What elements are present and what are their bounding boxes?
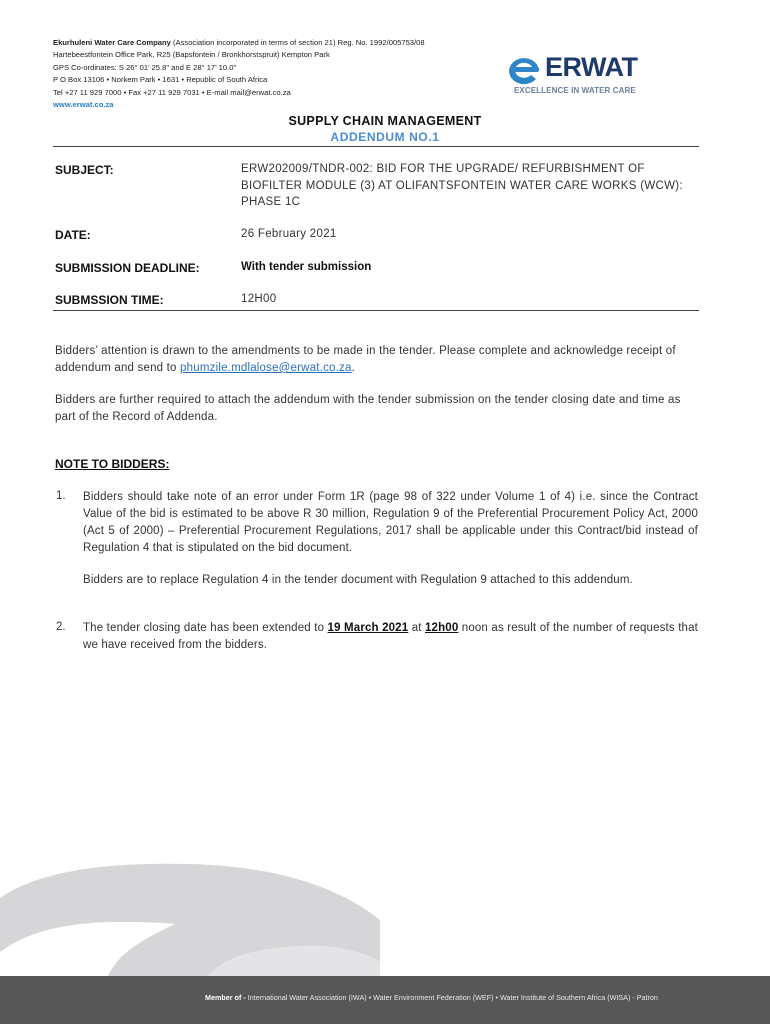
footer-member-label: Member of - — [205, 993, 246, 1002]
note-1-text: Bidders should take note of an error under Form 1R (page 98 of 322 under Volume 1 of 4) i.e. since the Contract Value of the bid is estimated to be above R 30 million, Regulation 9 of the Preferential Procurement Policy Act, 2000 (Act 5 of 2000) – Preferential Procurement Regulations, 2017 shall be applicable under this Contract/bid instead of Regulation 4 that is stipulated on the bid document. — [83, 491, 698, 554]
note-2-pre: The tender closing date has been extended to — [83, 622, 328, 634]
time-label: SUBMSSION TIME: — [55, 293, 164, 307]
contact-email-link[interactable]: phumzile.mdlalose@erwat.co.za — [180, 362, 352, 374]
top-divider — [53, 146, 699, 147]
attention-paragraph — [55, 343, 700, 377]
letterhead-details — [53, 37, 425, 111]
subject-value: ERW202009/TNDR-002: BID FOR THE UPGRADE/ REFURBISHMENT OF BIOFILTER MODULE (3) AT OLIFANTSFONTEIN WATER CARE WORKS (WCW): PHASE 1C — [241, 163, 683, 208]
footer-memberships — [205, 993, 658, 1002]
po-box-line: P O Box 13106 • Norkem Park • 1631 • Republic of South Africa — [53, 75, 268, 85]
note-2-number: 2. — [56, 621, 66, 633]
contact-line: Tel +27 11 929 7000 • Fax +27 11 929 7031 • E-mail mail@erwat.co.za — [53, 87, 291, 97]
closing-date: 19 March 2021 — [327, 622, 409, 634]
note-2-text — [83, 620, 698, 654]
notes-heading: NOTE TO BIDDERS: — [55, 457, 170, 471]
erwat-logo — [505, 52, 645, 99]
subject-label: SUBJECT: — [55, 163, 114, 177]
deadline-value: With tender submission — [241, 261, 372, 273]
gps-line: GPS Co-ordinates: S 26° 01’ 25.8" and E 28° 17’ 10.0" — [53, 62, 237, 72]
document-subtitle: ADDENDUM NO.1 — [330, 130, 440, 144]
erwat-swirl-icon — [505, 55, 545, 85]
document-title: SUPPLY CHAIN MANAGEMENT — [288, 114, 482, 128]
date-value: 26 February 2021 — [241, 228, 337, 240]
closing-time: 12h00 — [425, 622, 459, 634]
addenda-paragraph: Bidders are further required to attach the addendum with the tender submission on the tender closing date and time as part of the Record of Addenda. — [55, 394, 681, 423]
attention-text: Bidders’ attention is drawn to the amendments to be made in the tender. Please complete and acknowledge receipt of addendum and send to — [55, 345, 676, 374]
website-link[interactable]: www.erwat.co.za — [53, 100, 114, 110]
note-2-post: noon as result of the number of requests that we have received from the bidders. — [83, 622, 698, 651]
company-registration: (Association incorporated in terms of section 21) Reg. No. 1992/005753/08 — [173, 38, 425, 47]
date-label: DATE: — [55, 228, 91, 242]
bottom-divider — [53, 310, 699, 311]
address-line: Hartebeestfontein Office Park, R25 (Bapsfontein / Bronkhorstspruit) Kempton Park — [53, 50, 330, 60]
note-1-instruction: Bidders are to replace Regulation 4 in the tender document with Regulation 9 attached to this addendum. — [83, 574, 633, 586]
logo-tagline: EXCELLENCE IN WATER CARE — [514, 86, 636, 95]
deadline-label: SUBMISSION DEADLINE: — [55, 261, 200, 275]
note-2-mid: at — [408, 622, 426, 634]
attention-end: . — [351, 362, 355, 374]
note-1-number: 1. — [56, 490, 66, 502]
footer-member-text: International Water Association (IWA) • Water Environment Federation (WEF) • Water Institute of Southern Africa (WISA) - Patron — [245, 993, 658, 1002]
time-value: 12H00 — [241, 293, 277, 305]
logo-wordmark: ERWAT — [545, 52, 638, 82]
company-name: Ekurhuleni Water Care Company — [53, 38, 171, 47]
footer-swoosh-graphic — [0, 860, 380, 990]
